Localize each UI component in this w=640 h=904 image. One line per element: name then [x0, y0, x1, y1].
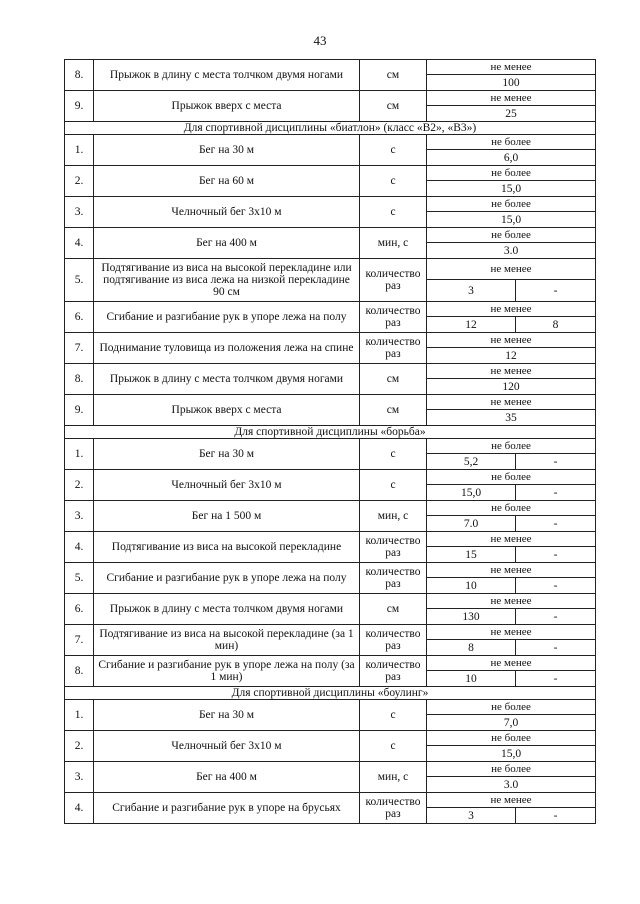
norm-value-girls: - — [516, 485, 596, 501]
table-row — [65, 563, 596, 578]
norm-header: не менее — [427, 364, 596, 379]
row-number: 3. — [65, 501, 94, 532]
row-number: 7. — [65, 625, 94, 656]
unit: мин, с — [360, 228, 427, 259]
row-number: 2. — [65, 731, 94, 762]
row-number: 8. — [65, 364, 94, 395]
norm-value: 100 — [427, 75, 596, 91]
row-number: 2. — [65, 470, 94, 501]
norm-header: не более — [427, 762, 596, 777]
norm-value-boys: 7.0 — [427, 516, 516, 532]
unit: с — [360, 166, 427, 197]
exercise-name: Бег на 1 500 м — [94, 501, 360, 532]
row-number: 9. — [65, 395, 94, 426]
unit: с — [360, 135, 427, 166]
row-number: 4. — [65, 793, 94, 824]
norm-header: не более — [427, 135, 596, 150]
table-row — [65, 762, 596, 777]
section-title: Для спортивной дисциплины «борьба» — [65, 426, 596, 439]
norm-value: 15,0 — [427, 746, 596, 762]
exercise-name: Сгибание и разгибание рук в упоре на брусьях — [94, 793, 360, 824]
norm-value-girls: - — [516, 516, 596, 532]
table-row — [65, 793, 596, 808]
norm-value-girls: - — [516, 609, 596, 625]
norm-value: 15,0 — [427, 181, 596, 197]
exercise-name: Бег на 400 м — [94, 762, 360, 793]
table-row — [65, 470, 596, 485]
norm-header: не менее — [427, 91, 596, 106]
section-row — [65, 426, 596, 439]
norm-value-girls: - — [516, 671, 596, 687]
table-row — [65, 91, 596, 106]
norm-header: не более — [427, 470, 596, 485]
norm-header: не менее — [427, 259, 596, 280]
unit: с — [360, 439, 427, 470]
norm-header: не более — [427, 439, 596, 454]
table-row — [65, 60, 596, 75]
norm-value: 120 — [427, 379, 596, 395]
norm-header: не более — [427, 700, 596, 715]
norm-value-girls: - — [516, 547, 596, 563]
norm-value-boys: 5,2 — [427, 454, 516, 470]
norm-header: не менее — [427, 656, 596, 671]
table-row — [65, 501, 596, 516]
exercise-name: Челночный бег 3х10 м — [94, 731, 360, 762]
row-number: 5. — [65, 259, 94, 302]
unit: с — [360, 700, 427, 731]
row-number: 3. — [65, 197, 94, 228]
exercise-name: Челночный бег 3х10 м — [94, 470, 360, 501]
norm-value: 7,0 — [427, 715, 596, 731]
norm-header: не менее — [427, 793, 596, 808]
row-number: 8. — [65, 656, 94, 687]
row-number: 7. — [65, 333, 94, 364]
row-number: 1. — [65, 700, 94, 731]
norm-value-girls: - — [516, 640, 596, 656]
norm-value: 3.0 — [427, 777, 596, 793]
norm-header: не более — [427, 731, 596, 746]
norm-value-boys: 3 — [427, 808, 516, 824]
norm-value-girls: 8 — [516, 317, 596, 333]
table-row — [65, 333, 596, 348]
exercise-name: Подтягивание из виса на высокой перекладине (за 1 мин) — [94, 625, 360, 656]
table-row — [65, 594, 596, 609]
row-number: 6. — [65, 594, 94, 625]
exercise-name: Бег на 30 м — [94, 700, 360, 731]
norm-header: не менее — [427, 302, 596, 317]
exercise-name: Поднимание туловища из положения лежа на спине — [94, 333, 360, 364]
row-number: 2. — [65, 166, 94, 197]
norm-value: 25 — [427, 106, 596, 122]
unit: мин, с — [360, 762, 427, 793]
section-row — [65, 687, 596, 700]
page-number: 43 — [313, 33, 327, 48]
norm-header: не менее — [427, 563, 596, 578]
row-number: 8. — [65, 60, 94, 91]
norm-header: не менее — [427, 333, 596, 348]
row-number: 1. — [65, 439, 94, 470]
norm-value-boys: 10 — [427, 578, 516, 594]
exercise-name: Прыжок в длину с места толчком двумя ногами — [94, 60, 360, 91]
row-number: 4. — [65, 532, 94, 563]
row-number: 1. — [65, 135, 94, 166]
norm-value: 12 — [427, 348, 596, 364]
unit: количество раз — [360, 656, 427, 687]
table-row — [65, 364, 596, 379]
section-title: Для спортивной дисциплины «боулинг» — [65, 687, 596, 700]
norm-value-girls: - — [516, 280, 596, 302]
norm-value-boys: 15,0 — [427, 485, 516, 501]
unit: количество раз — [360, 563, 427, 594]
exercise-name: Бег на 30 м — [94, 135, 360, 166]
exercise-name: Прыжок в длину с места толчком двумя ногами — [94, 364, 360, 395]
unit: см — [360, 60, 427, 91]
unit: количество раз — [360, 625, 427, 656]
norm-value-girls: - — [516, 454, 596, 470]
table-row — [65, 656, 596, 671]
unit: см — [360, 395, 427, 426]
exercise-name: Подтягивание из виса на высокой перекладине или подтягивание из виса лежа на низкой перекладине 90 см — [94, 259, 360, 302]
exercise-name: Сгибание и разгибание рук в упоре лежа на полу — [94, 563, 360, 594]
row-number: 5. — [65, 563, 94, 594]
norm-value-boys: 3 — [427, 280, 516, 302]
exercise-name: Сгибание и разгибание рук в упоре лежа на полу (за 1 мин) — [94, 656, 360, 687]
table-row — [65, 731, 596, 746]
norm-header: не менее — [427, 60, 596, 75]
norm-header: не более — [427, 166, 596, 181]
norm-header: не более — [427, 197, 596, 212]
table-row — [65, 166, 596, 181]
row-number: 6. — [65, 302, 94, 333]
table-row — [65, 700, 596, 715]
norm-header: не менее — [427, 625, 596, 640]
exercise-name: Бег на 400 м — [94, 228, 360, 259]
unit: количество раз — [360, 793, 427, 824]
unit: количество раз — [360, 532, 427, 563]
norm-value-boys: 130 — [427, 609, 516, 625]
unit: см — [360, 594, 427, 625]
unit: количество раз — [360, 259, 427, 302]
norm-value: 15,0 — [427, 212, 596, 228]
norm-value-boys: 8 — [427, 640, 516, 656]
table-row — [65, 259, 596, 280]
exercise-name: Подтягивание из виса на высокой перекладине — [94, 532, 360, 563]
exercise-name: Прыжок вверх с места — [94, 395, 360, 426]
exercise-name: Сгибание и разгибание рук в упоре лежа на полу — [94, 302, 360, 333]
exercise-name: Бег на 60 м — [94, 166, 360, 197]
section-title: Для спортивной дисциплины «биатлон» (класс «В2», «В3») — [65, 122, 596, 135]
exercise-name: Бег на 30 м — [94, 439, 360, 470]
unit: количество раз — [360, 333, 427, 364]
norm-header: не менее — [427, 395, 596, 410]
table-row — [65, 395, 596, 410]
row-number: 3. — [65, 762, 94, 793]
unit: с — [360, 731, 427, 762]
unit: мин, с — [360, 501, 427, 532]
norm-value-girls: - — [516, 578, 596, 594]
table-row — [65, 302, 596, 317]
section-row — [65, 122, 596, 135]
exercise-name: Челночный бег 3х10 м — [94, 197, 360, 228]
table-row — [65, 197, 596, 212]
unit: с — [360, 197, 427, 228]
exercise-name: Прыжок в длину с места толчком двумя ногами — [94, 594, 360, 625]
exercise-name: Прыжок вверх с места — [94, 91, 360, 122]
norms-table — [64, 59, 596, 824]
norm-header: не более — [427, 501, 596, 516]
norm-value-boys: 10 — [427, 671, 516, 687]
table-row — [65, 135, 596, 150]
norm-value: 35 — [427, 410, 596, 426]
table-row — [65, 228, 596, 243]
norm-header: не более — [427, 228, 596, 243]
row-number: 9. — [65, 91, 94, 122]
norm-value: 6,0 — [427, 150, 596, 166]
norm-value-boys: 15 — [427, 547, 516, 563]
norm-value-boys: 12 — [427, 317, 516, 333]
unit: см — [360, 91, 427, 122]
table-row — [65, 439, 596, 454]
unit: с — [360, 470, 427, 501]
norm-value-girls: - — [516, 808, 596, 824]
norm-value: 3.0 — [427, 243, 596, 259]
norm-header: не менее — [427, 532, 596, 547]
table-row — [65, 625, 596, 640]
unit: см — [360, 364, 427, 395]
unit: количество раз — [360, 302, 427, 333]
norm-header: не менее — [427, 594, 596, 609]
norms-table-body — [65, 60, 596, 824]
table-row — [65, 532, 596, 547]
row-number: 4. — [65, 228, 94, 259]
